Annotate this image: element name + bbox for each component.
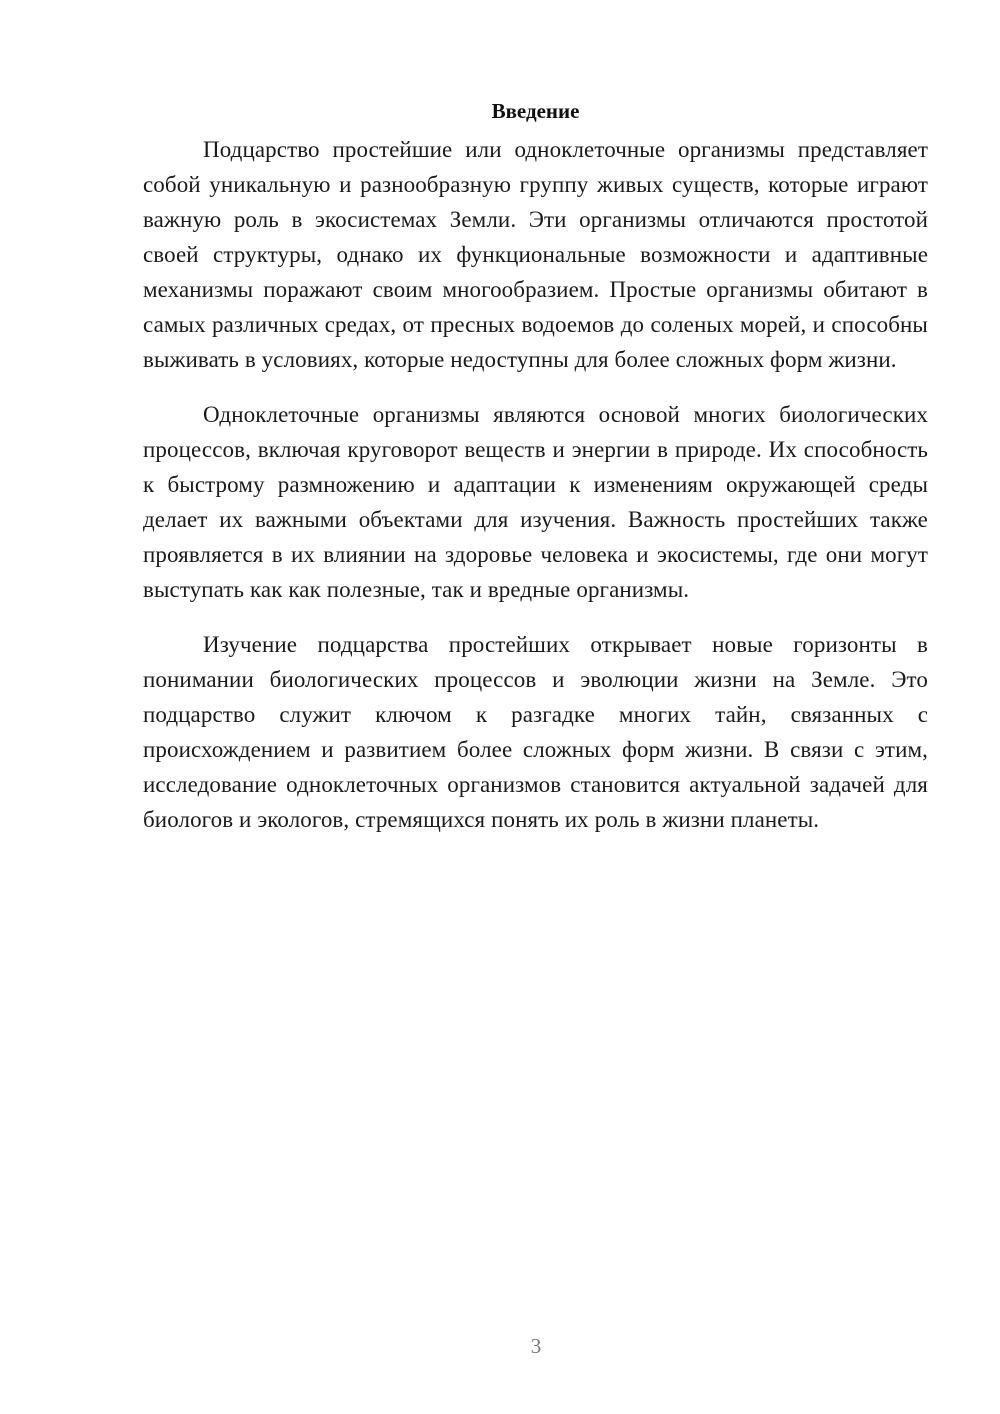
paragraph-2: Одноклеточные организмы являются основой многих биологических процессов, включая круговорот веществ и энергии в природе. Их способность к быстрому размножению и адаптации к изменениям окружающей среды делает их важными объектами для изучения. Важность простейших также проявляется в их влиянии на здоровье человека и экосистемы, где они могут выступать как как полезные, так и вредные организмы.: [143, 402, 928, 602]
page-content: [143, 96, 928, 857]
paragraph-3: Изучение подцарства простейших открывает новые горизонты в понимании биологических процессов и эволюции жизни на Земле. Это подцарство служит ключом к разгадке многих тайн, связанных с происхождением и развитием более сложных форм жизни. В связи с этим, исследование одноклеточных организмов становится актуальной задачей для биологов и экологов, стремящихся понять их роль в жизни планеты.: [143, 632, 928, 832]
section-heading: Введение: [491, 99, 580, 123]
page-number: 3: [530, 1334, 542, 1358]
paragraph-1: Подцарство простейшие или одноклеточные организмы представляет собой уникальную и разнообразную группу живых существ, которые играют важную роль в экосистемах Земли. Эти организмы отличаются простотой своей структуры, однако их функциональные возможности и адаптивные механизмы поражают своим многообразием. Простые организмы обитают в самых различных средах, от пресных водоемов до соленых морей, и способны выживать в условиях, которые недоступны для более сложных форм жизни.: [143, 137, 928, 372]
